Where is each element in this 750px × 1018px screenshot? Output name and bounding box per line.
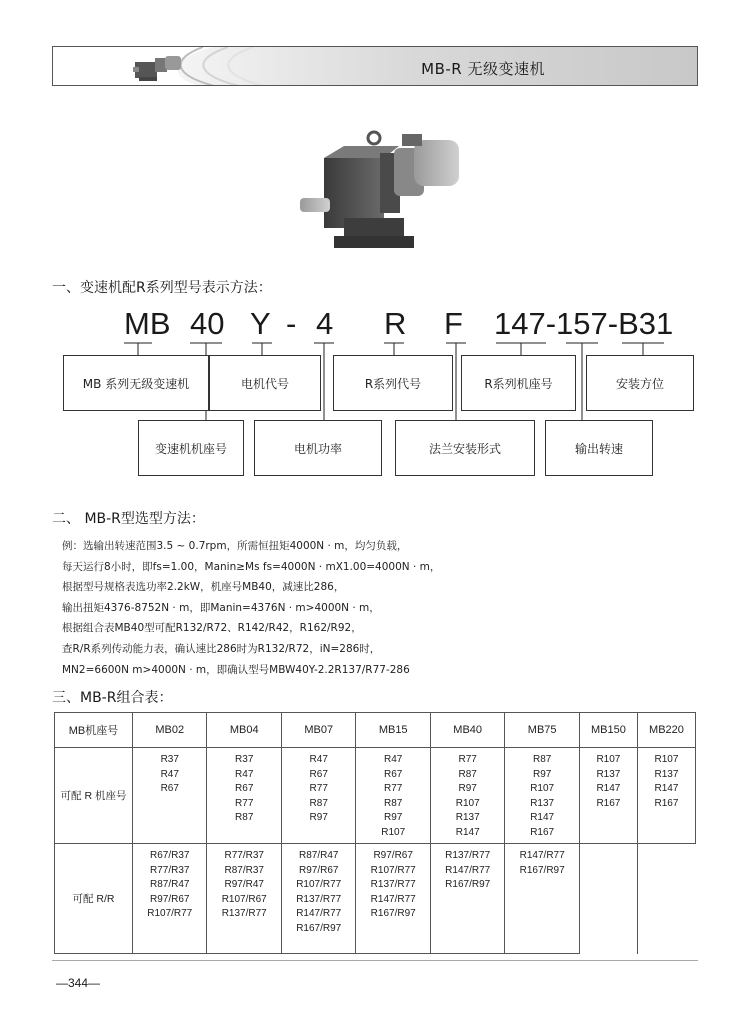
combination-table: [54, 712, 696, 954]
cell-value: R137/R77: [221, 908, 267, 920]
table-cell: [281, 748, 355, 844]
cell-value: R167/R97: [296, 922, 342, 934]
cell-value: R147/R77: [296, 908, 342, 920]
example-line: 输出扭矩4376-8752N · m，即Manin=4376N · m>4000N · m，: [62, 601, 380, 614]
column-header: MB40: [430, 713, 504, 748]
product-photo: [294, 118, 464, 258]
table-cell: [281, 844, 355, 954]
box-variator-frame: 变速机机座号: [138, 420, 244, 476]
row-label: 可配 R/R: [55, 844, 133, 954]
cell-value: R97: [384, 812, 403, 824]
box-output-speed: 输出转速: [545, 420, 653, 476]
cell-value: R87: [384, 797, 403, 809]
footer-rule: [52, 960, 698, 961]
cell-value: R77: [384, 783, 403, 795]
box-mb-series: MB 系列无级变速机: [63, 355, 209, 411]
table-cell: [505, 844, 579, 954]
cell-value: R147: [455, 826, 480, 838]
cell-value: R67: [309, 768, 328, 780]
column-header: MB15: [356, 713, 430, 748]
example-line: 例：选输出转速范围3.5 ~ 0.7rpm，所需恒扭矩4000N · m，均匀负载，: [62, 540, 408, 552]
column-header: MB75: [505, 713, 579, 748]
cell-value: R137: [654, 768, 679, 780]
cell-value: R147/R77: [445, 864, 491, 876]
code-part-suffix: 147-157-B31: [494, 306, 674, 341]
cell-value: R87: [458, 768, 477, 780]
cell-value: R137/R77: [445, 850, 491, 861]
column-header: MB04: [207, 713, 281, 748]
code-part-dash: -: [286, 306, 297, 341]
table-cell: [505, 748, 579, 844]
box-motor-code: 电机代号: [209, 355, 321, 411]
cell-value: R47: [160, 768, 179, 780]
code-part-f: F: [444, 306, 463, 341]
cell-value: R97: [532, 768, 552, 780]
column-header: MB150: [579, 713, 637, 748]
cell-value: R137/R77: [370, 879, 416, 891]
table-cell: [637, 844, 695, 954]
cell-value: R77: [235, 797, 254, 809]
row-label: 可配 R 机座号: [55, 748, 133, 844]
cell-value: R167: [530, 826, 555, 838]
code-part-y: Y: [250, 306, 271, 341]
cell-value: R147/R77: [519, 850, 565, 861]
box-motor-power: 电机功率: [254, 420, 382, 476]
example-line: 每天运行8小时，即fs=1.00，Manin≥Ms fs=4000N · mX1.00=4000N · m，: [62, 560, 441, 573]
cell-value: R107: [654, 754, 679, 765]
table-cell: [579, 748, 637, 844]
section1-title: 一、变速机配R系列型号表示方法：: [52, 280, 272, 296]
cell-value: R107/R67: [221, 893, 267, 905]
cell-value: R77: [458, 754, 477, 765]
box-flange-mounting: 法兰安装形式: [395, 420, 535, 476]
cell-value: R107/R77: [296, 879, 342, 891]
code-part-mb: MB: [124, 306, 171, 341]
cell-value: R97: [309, 812, 328, 824]
cell-value: R107: [455, 797, 480, 809]
cell-value: R137: [455, 812, 480, 824]
cell-value: R37: [235, 754, 254, 765]
page-header-banner: [52, 46, 698, 86]
table-cell: [133, 844, 207, 954]
cell-value: R167/R97: [370, 908, 416, 920]
cell-value: R67: [235, 783, 254, 795]
table-cell: [207, 748, 281, 844]
column-header: MB220: [637, 713, 695, 748]
cell-value: R97: [458, 783, 477, 795]
page-title: MB-R 无级变速机: [421, 60, 545, 78]
example-line: 查R/R系列传动能力表，确认速比286时为R132/R72，iN=286时，: [62, 642, 381, 655]
cell-value: R87: [309, 797, 328, 809]
cell-value: R107/R77: [370, 864, 416, 876]
column-header: MB02: [133, 713, 207, 748]
cell-value: R107: [596, 754, 621, 765]
table-cell: [207, 844, 281, 954]
cell-value: R167/R97: [445, 879, 491, 891]
section3-title: 三、MB-R组合表：: [52, 690, 173, 706]
cell-value: R137: [530, 797, 555, 809]
cell-value: R67/R37: [150, 850, 190, 861]
section2-title: 二、 MB-R型选型方法：: [52, 511, 205, 527]
table-cell: [430, 844, 504, 954]
cell-value: R67: [384, 768, 403, 780]
table-corner-header: MB机座号: [55, 713, 133, 748]
cell-value: R147: [596, 783, 621, 795]
table-cell: [637, 748, 695, 844]
selection-example-paragraph: [62, 536, 662, 680]
code-part-r: R: [384, 306, 407, 341]
cell-value: R147: [654, 783, 679, 795]
cell-value: R107/R77: [147, 908, 193, 920]
code-part-40: 40: [190, 306, 225, 341]
table-row-r-frame: [55, 748, 696, 844]
cell-value: R167: [596, 797, 621, 809]
cell-value: R87/R37: [224, 864, 264, 876]
cell-value: R47: [235, 768, 254, 780]
cell-value: R87: [235, 812, 254, 824]
cell-value: R167: [654, 797, 679, 809]
cell-value: R167/R97: [519, 864, 565, 876]
example-line: MN2=6600N m>4000N · m，即确认型号MBW40Y-2.2R137/R77-286: [62, 663, 410, 676]
header-product-thumbnail: [131, 50, 183, 84]
cell-value: R47: [309, 754, 328, 765]
cell-value: R97/R67: [298, 864, 339, 876]
column-header: MB07: [281, 713, 355, 748]
cell-value: R87: [532, 754, 552, 765]
cell-value: R97/R67: [373, 850, 413, 861]
table-cell: [579, 844, 637, 954]
table-cell: [133, 748, 207, 844]
cell-value: R77/R37: [224, 850, 264, 861]
table-cell: [356, 748, 430, 844]
box-r-frame-size: R系列机座号: [461, 355, 576, 411]
table-cell: [430, 748, 504, 844]
cell-value: R87/R47: [298, 850, 339, 861]
cell-value: R67: [160, 783, 179, 795]
cell-value: R87/R47: [150, 879, 190, 891]
table-cell: [356, 844, 430, 954]
example-line: 根据组合表MB40型可配R132/R72、R142/R42，R162/R92，: [62, 622, 362, 635]
page-number: —344—: [56, 976, 101, 990]
cell-value: R107: [530, 783, 555, 795]
cell-value: R137: [596, 768, 621, 780]
box-mounting-position: 安装方位: [586, 355, 694, 411]
box-r-series-code: R系列代号: [333, 355, 453, 411]
cell-value: R137/R77: [296, 893, 342, 905]
table-header-row: [55, 713, 696, 748]
cell-value: R107: [381, 826, 406, 838]
table-row-rr: [55, 844, 696, 954]
cell-value: R97/R67: [150, 893, 190, 905]
example-line: 根据型号规格表选功率2.2kW，机座号MB40，减速比286，: [62, 581, 345, 594]
cell-value: R97/R47: [224, 879, 264, 891]
code-part-4: 4: [316, 306, 334, 341]
cell-value: R147/R77: [370, 893, 416, 905]
cell-value: R37: [160, 754, 179, 765]
cell-value: R147: [530, 812, 555, 824]
cell-value: R47: [384, 754, 403, 765]
cell-value: R77: [309, 783, 328, 795]
cell-value: R77/R37: [150, 864, 190, 876]
